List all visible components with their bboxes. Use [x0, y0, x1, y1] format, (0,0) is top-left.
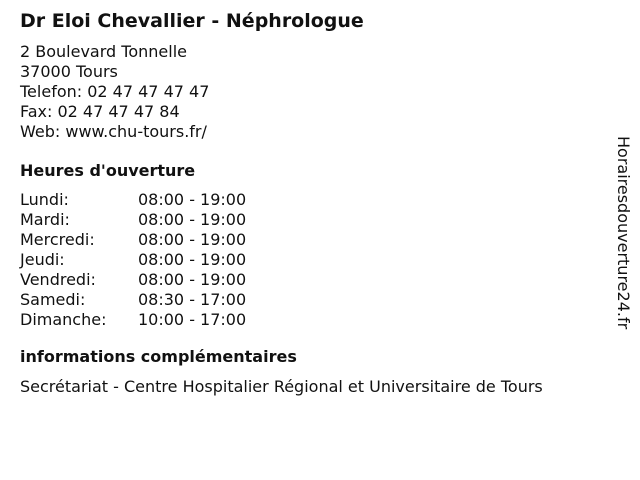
time-range: 08:00 - 19:00: [138, 210, 247, 229]
address-line2: 37000 Tours: [20, 62, 118, 81]
time-range: 08:00 - 19:00: [138, 230, 247, 249]
fax-line: Fax: 02 47 47 47 84: [20, 102, 180, 121]
hours-table: [20, 190, 600, 330]
day-label: Samedi:: [20, 290, 86, 309]
time-range: 08:00 - 19:00: [138, 250, 247, 269]
hours-row: [20, 310, 600, 330]
hours-row: [20, 190, 600, 210]
contact-block: [20, 42, 600, 142]
listing-card: [20, 8, 600, 398]
day-label: Lundi:: [20, 190, 69, 209]
time-range: 08:00 - 19:00: [138, 270, 247, 289]
address-line1: 2 Boulevard Tonnelle: [20, 42, 187, 61]
info-heading: informations complémentaires: [20, 347, 297, 366]
hours-row: [20, 270, 600, 290]
time-range: 10:00 - 17:00: [138, 310, 247, 329]
web-line: Web: www.chu-tours.fr/: [20, 122, 207, 141]
hours-row: [20, 250, 600, 270]
day-label: Mercredi:: [20, 230, 95, 249]
hours-row: [20, 210, 600, 230]
day-label: Mardi:: [20, 210, 70, 229]
phone-line: Telefon: 02 47 47 47 47: [20, 82, 210, 101]
site-watermark: Horairesdouverture24.fr: [614, 136, 633, 330]
page-title: Dr Eloi Chevallier - Néphrologue: [20, 10, 364, 32]
hours-row: [20, 230, 600, 250]
hours-heading: Heures d'ouverture: [20, 161, 196, 180]
day-label: Vendredi:: [20, 270, 96, 289]
time-range: 08:30 - 17:00: [138, 290, 247, 309]
day-label: Jeudi:: [20, 250, 65, 269]
hours-row: [20, 290, 600, 310]
time-range: 08:00 - 19:00: [138, 190, 247, 209]
day-label: Dimanche:: [20, 310, 107, 329]
info-text: Secrétariat - Centre Hospitalier Régional et Universitaire de Tours: [20, 377, 543, 396]
